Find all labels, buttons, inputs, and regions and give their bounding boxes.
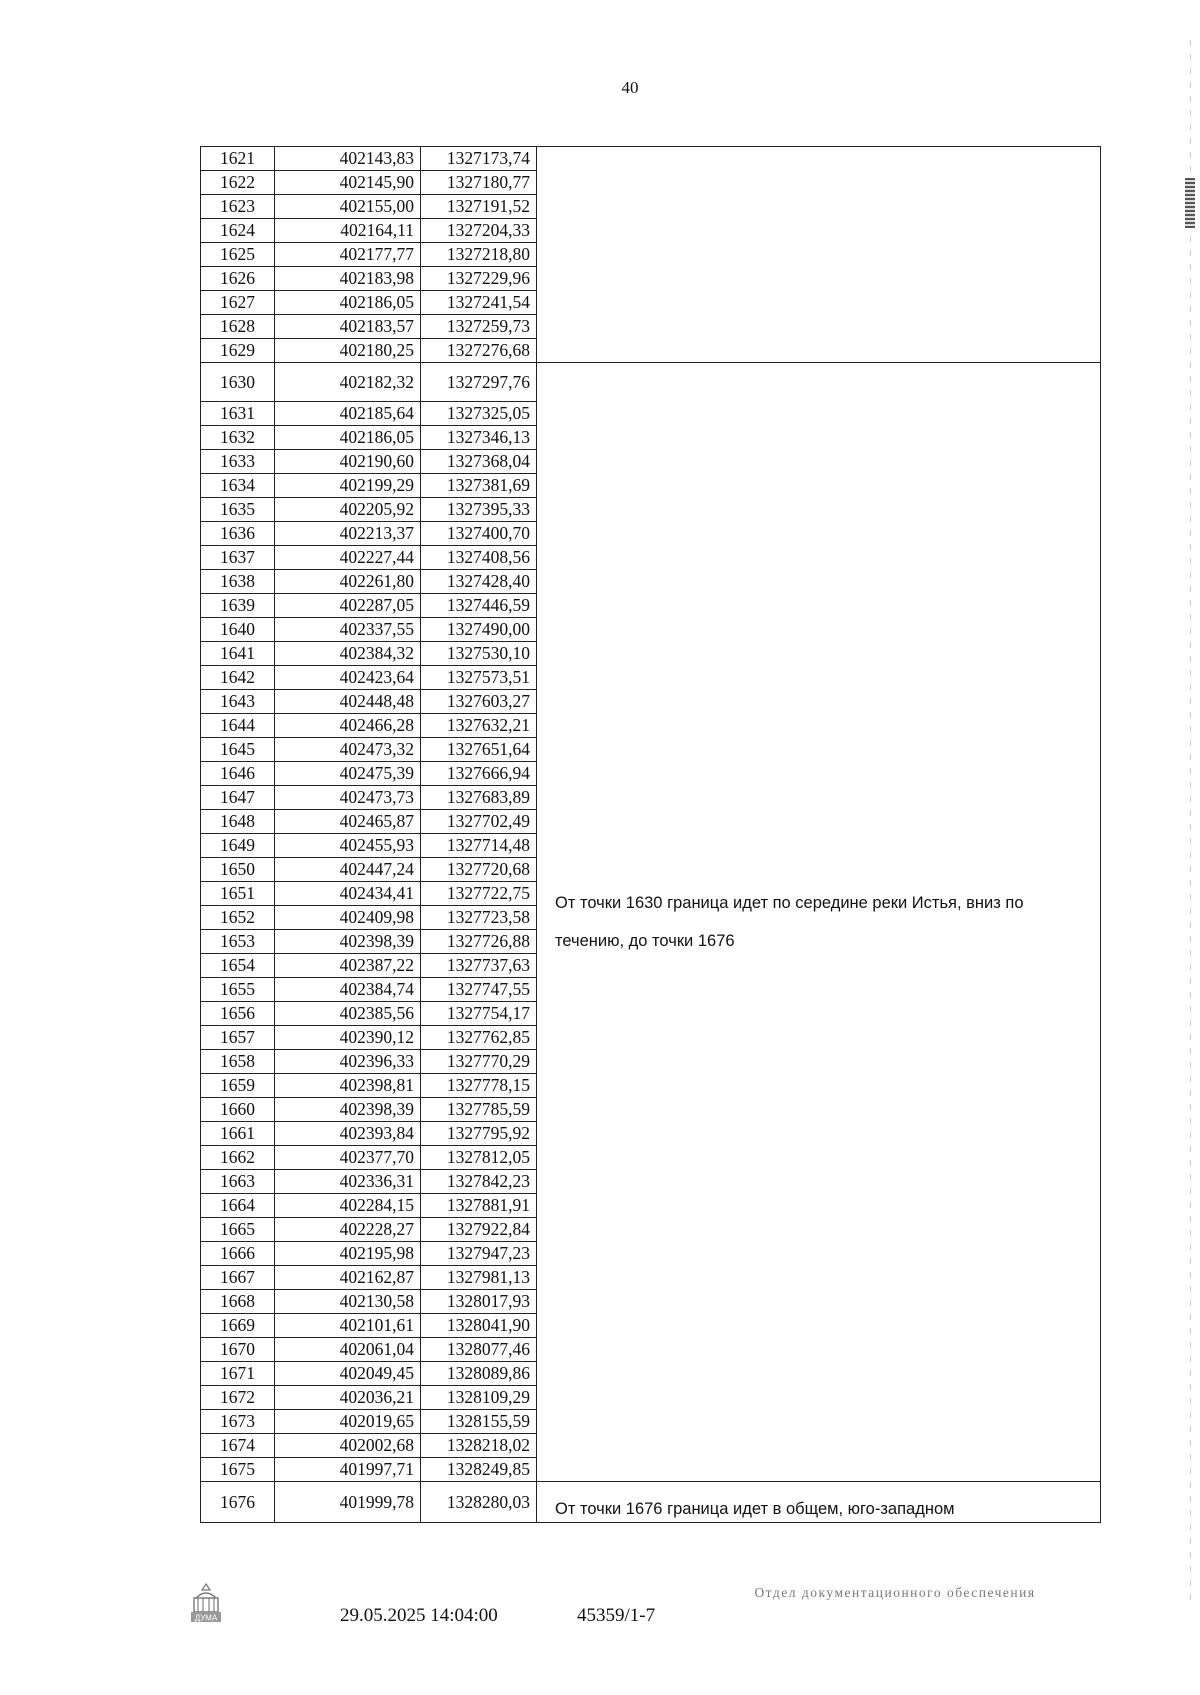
point-number-cell: 1659 (201, 1074, 275, 1098)
y-coordinate-cell: 1327218,80 (421, 243, 537, 267)
point-number-cell: 1660 (201, 1098, 275, 1122)
y-coordinate-cell: 1327922,84 (421, 1218, 537, 1242)
point-number-cell: 1672 (201, 1386, 275, 1410)
y-coordinate-cell: 1327666,94 (421, 762, 537, 786)
point-number-cell: 1633 (201, 450, 275, 474)
point-number-cell: 1646 (201, 762, 275, 786)
y-coordinate-cell: 1327726,88 (421, 930, 537, 954)
x-coordinate-cell: 402155,00 (275, 195, 421, 219)
point-number-cell: 1623 (201, 195, 275, 219)
scan-edge-line (1190, 40, 1191, 1600)
point-number-cell: 1628 (201, 315, 275, 339)
point-number-cell: 1627 (201, 291, 275, 315)
y-coordinate-cell: 1327395,33 (421, 498, 537, 522)
point-number-cell: 1674 (201, 1434, 275, 1458)
y-coordinate-cell: 1327408,56 (421, 546, 537, 570)
table-row (201, 1482, 1101, 1523)
x-coordinate-cell: 402377,70 (275, 1146, 421, 1170)
point-number-cell: 1648 (201, 810, 275, 834)
x-coordinate-cell: 402049,45 (275, 1362, 421, 1386)
duma-logo (186, 1580, 226, 1626)
x-coordinate-cell: 402183,98 (275, 267, 421, 291)
y-coordinate-cell: 1327400,70 (421, 522, 537, 546)
y-coordinate-cell: 1328109,29 (421, 1386, 537, 1410)
y-coordinate-cell: 1327683,89 (421, 786, 537, 810)
y-coordinate-cell: 1327981,13 (421, 1266, 537, 1290)
x-coordinate-cell: 402434,41 (275, 882, 421, 906)
point-number-cell: 1645 (201, 738, 275, 762)
x-coordinate-cell: 402384,74 (275, 978, 421, 1002)
y-coordinate-cell: 1327842,23 (421, 1170, 537, 1194)
x-coordinate-cell: 402473,32 (275, 738, 421, 762)
x-coordinate-cell: 402101,61 (275, 1314, 421, 1338)
point-number-cell: 1640 (201, 618, 275, 642)
y-coordinate-cell: 1327297,76 (421, 363, 537, 402)
point-number-cell: 1665 (201, 1218, 275, 1242)
point-number-cell: 1668 (201, 1290, 275, 1314)
boundary-description-cell (537, 147, 1101, 363)
point-number-cell: 1653 (201, 930, 275, 954)
point-number-cell: 1675 (201, 1458, 275, 1482)
x-coordinate-cell: 402398,39 (275, 930, 421, 954)
y-coordinate-cell: 1328041,90 (421, 1314, 537, 1338)
x-coordinate-cell: 402465,87 (275, 810, 421, 834)
y-coordinate-cell: 1327173,74 (421, 147, 537, 171)
y-coordinate-cell: 1327651,64 (421, 738, 537, 762)
y-coordinate-cell: 1327762,85 (421, 1026, 537, 1050)
y-coordinate-cell: 1328249,85 (421, 1458, 537, 1482)
x-coordinate-cell: 402447,24 (275, 858, 421, 882)
y-coordinate-cell: 1328077,46 (421, 1338, 537, 1362)
x-coordinate-cell: 402475,39 (275, 762, 421, 786)
x-coordinate-cell: 402019,65 (275, 1410, 421, 1434)
x-coordinate-cell: 402398,81 (275, 1074, 421, 1098)
y-coordinate-cell: 1328155,59 (421, 1410, 537, 1434)
y-coordinate-cell: 1327770,29 (421, 1050, 537, 1074)
point-number-cell: 1669 (201, 1314, 275, 1338)
table-row (201, 147, 1101, 171)
y-coordinate-cell: 1327722,75 (421, 882, 537, 906)
x-coordinate-cell: 402186,05 (275, 291, 421, 315)
x-coordinate-cell: 402199,29 (275, 474, 421, 498)
y-coordinate-cell: 1327737,63 (421, 954, 537, 978)
x-coordinate-cell: 402284,15 (275, 1194, 421, 1218)
y-coordinate-cell: 1327723,58 (421, 906, 537, 930)
y-coordinate-cell: 1327632,21 (421, 714, 537, 738)
point-number-cell: 1632 (201, 426, 275, 450)
point-number-cell: 1643 (201, 690, 275, 714)
point-number-cell: 1649 (201, 834, 275, 858)
y-coordinate-cell: 1327714,48 (421, 834, 537, 858)
point-number-cell: 1661 (201, 1122, 275, 1146)
y-coordinate-cell: 1327795,92 (421, 1122, 537, 1146)
x-coordinate-cell: 402061,04 (275, 1338, 421, 1362)
x-coordinate-cell: 402473,73 (275, 786, 421, 810)
footer-department-stamp: Отдел документационного обеспечения (754, 1585, 1036, 1600)
y-coordinate-cell: 1327229,96 (421, 267, 537, 291)
point-number-cell: 1655 (201, 978, 275, 1002)
x-coordinate-cell: 402182,32 (275, 363, 421, 402)
y-coordinate-cell: 1327428,40 (421, 570, 537, 594)
x-coordinate-cell: 402466,28 (275, 714, 421, 738)
point-number-cell: 1658 (201, 1050, 275, 1074)
x-coordinate-cell: 402398,39 (275, 1098, 421, 1122)
point-number-cell: 1634 (201, 474, 275, 498)
x-coordinate-cell: 402385,56 (275, 1002, 421, 1026)
x-coordinate-cell: 402036,21 (275, 1386, 421, 1410)
x-coordinate-cell: 402130,58 (275, 1290, 421, 1314)
y-coordinate-cell: 1327812,05 (421, 1146, 537, 1170)
x-coordinate-cell: 402143,83 (275, 147, 421, 171)
coordinates-table (200, 146, 1101, 1523)
x-coordinate-cell: 402190,60 (275, 450, 421, 474)
x-coordinate-cell: 402213,37 (275, 522, 421, 546)
x-coordinate-cell: 402195,98 (275, 1242, 421, 1266)
point-number-cell: 1621 (201, 147, 275, 171)
point-number-cell: 1644 (201, 714, 275, 738)
y-coordinate-cell: 1327446,59 (421, 594, 537, 618)
x-coordinate-cell: 402287,05 (275, 594, 421, 618)
y-coordinate-cell: 1328089,86 (421, 1362, 537, 1386)
y-coordinate-cell: 1327346,13 (421, 426, 537, 450)
x-coordinate-cell: 402409,98 (275, 906, 421, 930)
y-coordinate-cell: 1327180,77 (421, 171, 537, 195)
boundary-description-cell: От точки 1676 граница идет в общем, юго-западном (537, 1482, 1101, 1523)
x-coordinate-cell: 402261,80 (275, 570, 421, 594)
y-coordinate-cell: 1328218,02 (421, 1434, 537, 1458)
x-coordinate-cell: 401999,78 (275, 1482, 421, 1523)
page-number: 40 (621, 78, 639, 97)
point-number-cell: 1650 (201, 858, 275, 882)
point-number-cell: 1657 (201, 1026, 275, 1050)
footer-datetime: 29.05.2025 14:04:00 (340, 1605, 498, 1626)
boundary-description-cell: От точки 1630 граница идет по середине реки Истья, вниз по течению, до точки 1676 (537, 363, 1101, 1482)
point-number-cell: 1625 (201, 243, 275, 267)
x-coordinate-cell: 402162,87 (275, 1266, 421, 1290)
point-number-cell: 1636 (201, 522, 275, 546)
y-coordinate-cell: 1327368,04 (421, 450, 537, 474)
y-coordinate-cell: 1327754,17 (421, 1002, 537, 1026)
y-coordinate-cell: 1327259,73 (421, 315, 537, 339)
point-number-cell: 1671 (201, 1362, 275, 1386)
y-coordinate-cell: 1327241,54 (421, 291, 537, 315)
x-coordinate-cell: 402387,22 (275, 954, 421, 978)
y-coordinate-cell: 1327603,27 (421, 690, 537, 714)
x-coordinate-cell: 402180,25 (275, 339, 421, 363)
x-coordinate-cell: 402396,33 (275, 1050, 421, 1074)
x-coordinate-cell: 402455,93 (275, 834, 421, 858)
point-number-cell: 1647 (201, 786, 275, 810)
x-coordinate-cell: 402228,27 (275, 1218, 421, 1242)
y-coordinate-cell: 1327530,10 (421, 642, 537, 666)
point-number-cell: 1638 (201, 570, 275, 594)
point-number-cell: 1635 (201, 498, 275, 522)
point-number-cell: 1654 (201, 954, 275, 978)
point-number-cell: 1666 (201, 1242, 275, 1266)
point-number-cell: 1663 (201, 1170, 275, 1194)
point-number-cell: 1656 (201, 1002, 275, 1026)
y-coordinate-cell: 1327778,15 (421, 1074, 537, 1098)
x-coordinate-cell: 402393,84 (275, 1122, 421, 1146)
point-number-cell: 1622 (201, 171, 275, 195)
y-coordinate-cell: 1327720,68 (421, 858, 537, 882)
footer-document-number: 45359/1-7 (577, 1605, 656, 1626)
x-coordinate-cell: 401997,71 (275, 1458, 421, 1482)
point-number-cell: 1673 (201, 1410, 275, 1434)
point-number-cell: 1631 (201, 402, 275, 426)
y-coordinate-cell: 1327204,33 (421, 219, 537, 243)
table-row (201, 363, 1101, 402)
point-number-cell: 1637 (201, 546, 275, 570)
x-coordinate-cell: 402384,32 (275, 642, 421, 666)
point-number-cell: 1667 (201, 1266, 275, 1290)
y-coordinate-cell: 1327191,52 (421, 195, 537, 219)
y-coordinate-cell: 1327276,68 (421, 339, 537, 363)
coordinates-table-body (201, 147, 1101, 1523)
point-number-cell: 1652 (201, 906, 275, 930)
point-number-cell: 1639 (201, 594, 275, 618)
scan-artifact-mark (1185, 178, 1195, 228)
x-coordinate-cell: 402183,57 (275, 315, 421, 339)
y-coordinate-cell: 1328280,03 (421, 1482, 537, 1523)
x-coordinate-cell: 402448,48 (275, 690, 421, 714)
point-number-cell: 1670 (201, 1338, 275, 1362)
y-coordinate-cell: 1327881,91 (421, 1194, 537, 1218)
point-number-cell: 1662 (201, 1146, 275, 1170)
point-number-cell: 1664 (201, 1194, 275, 1218)
y-coordinate-cell: 1327702,49 (421, 810, 537, 834)
x-coordinate-cell: 402164,11 (275, 219, 421, 243)
y-coordinate-cell: 1327947,23 (421, 1242, 537, 1266)
logo-text: ДУМА (194, 1613, 218, 1623)
point-number-cell: 1630 (201, 363, 275, 402)
point-number-cell: 1629 (201, 339, 275, 363)
x-coordinate-cell: 402185,64 (275, 402, 421, 426)
x-coordinate-cell: 402423,64 (275, 666, 421, 690)
x-coordinate-cell: 402337,55 (275, 618, 421, 642)
x-coordinate-cell: 402390,12 (275, 1026, 421, 1050)
y-coordinate-cell: 1327381,69 (421, 474, 537, 498)
y-coordinate-cell: 1327785,59 (421, 1098, 537, 1122)
y-coordinate-cell: 1327573,51 (421, 666, 537, 690)
point-number-cell: 1626 (201, 267, 275, 291)
x-coordinate-cell: 402177,77 (275, 243, 421, 267)
x-coordinate-cell: 402002,68 (275, 1434, 421, 1458)
point-number-cell: 1676 (201, 1482, 275, 1523)
point-number-cell: 1651 (201, 882, 275, 906)
x-coordinate-cell: 402336,31 (275, 1170, 421, 1194)
x-coordinate-cell: 402227,44 (275, 546, 421, 570)
y-coordinate-cell: 1327490,00 (421, 618, 537, 642)
x-coordinate-cell: 402186,05 (275, 426, 421, 450)
x-coordinate-cell: 402205,92 (275, 498, 421, 522)
point-number-cell: 1624 (201, 219, 275, 243)
x-coordinate-cell: 402145,90 (275, 171, 421, 195)
y-coordinate-cell: 1328017,93 (421, 1290, 537, 1314)
point-number-cell: 1642 (201, 666, 275, 690)
y-coordinate-cell: 1327747,55 (421, 978, 537, 1002)
y-coordinate-cell: 1327325,05 (421, 402, 537, 426)
point-number-cell: 1641 (201, 642, 275, 666)
